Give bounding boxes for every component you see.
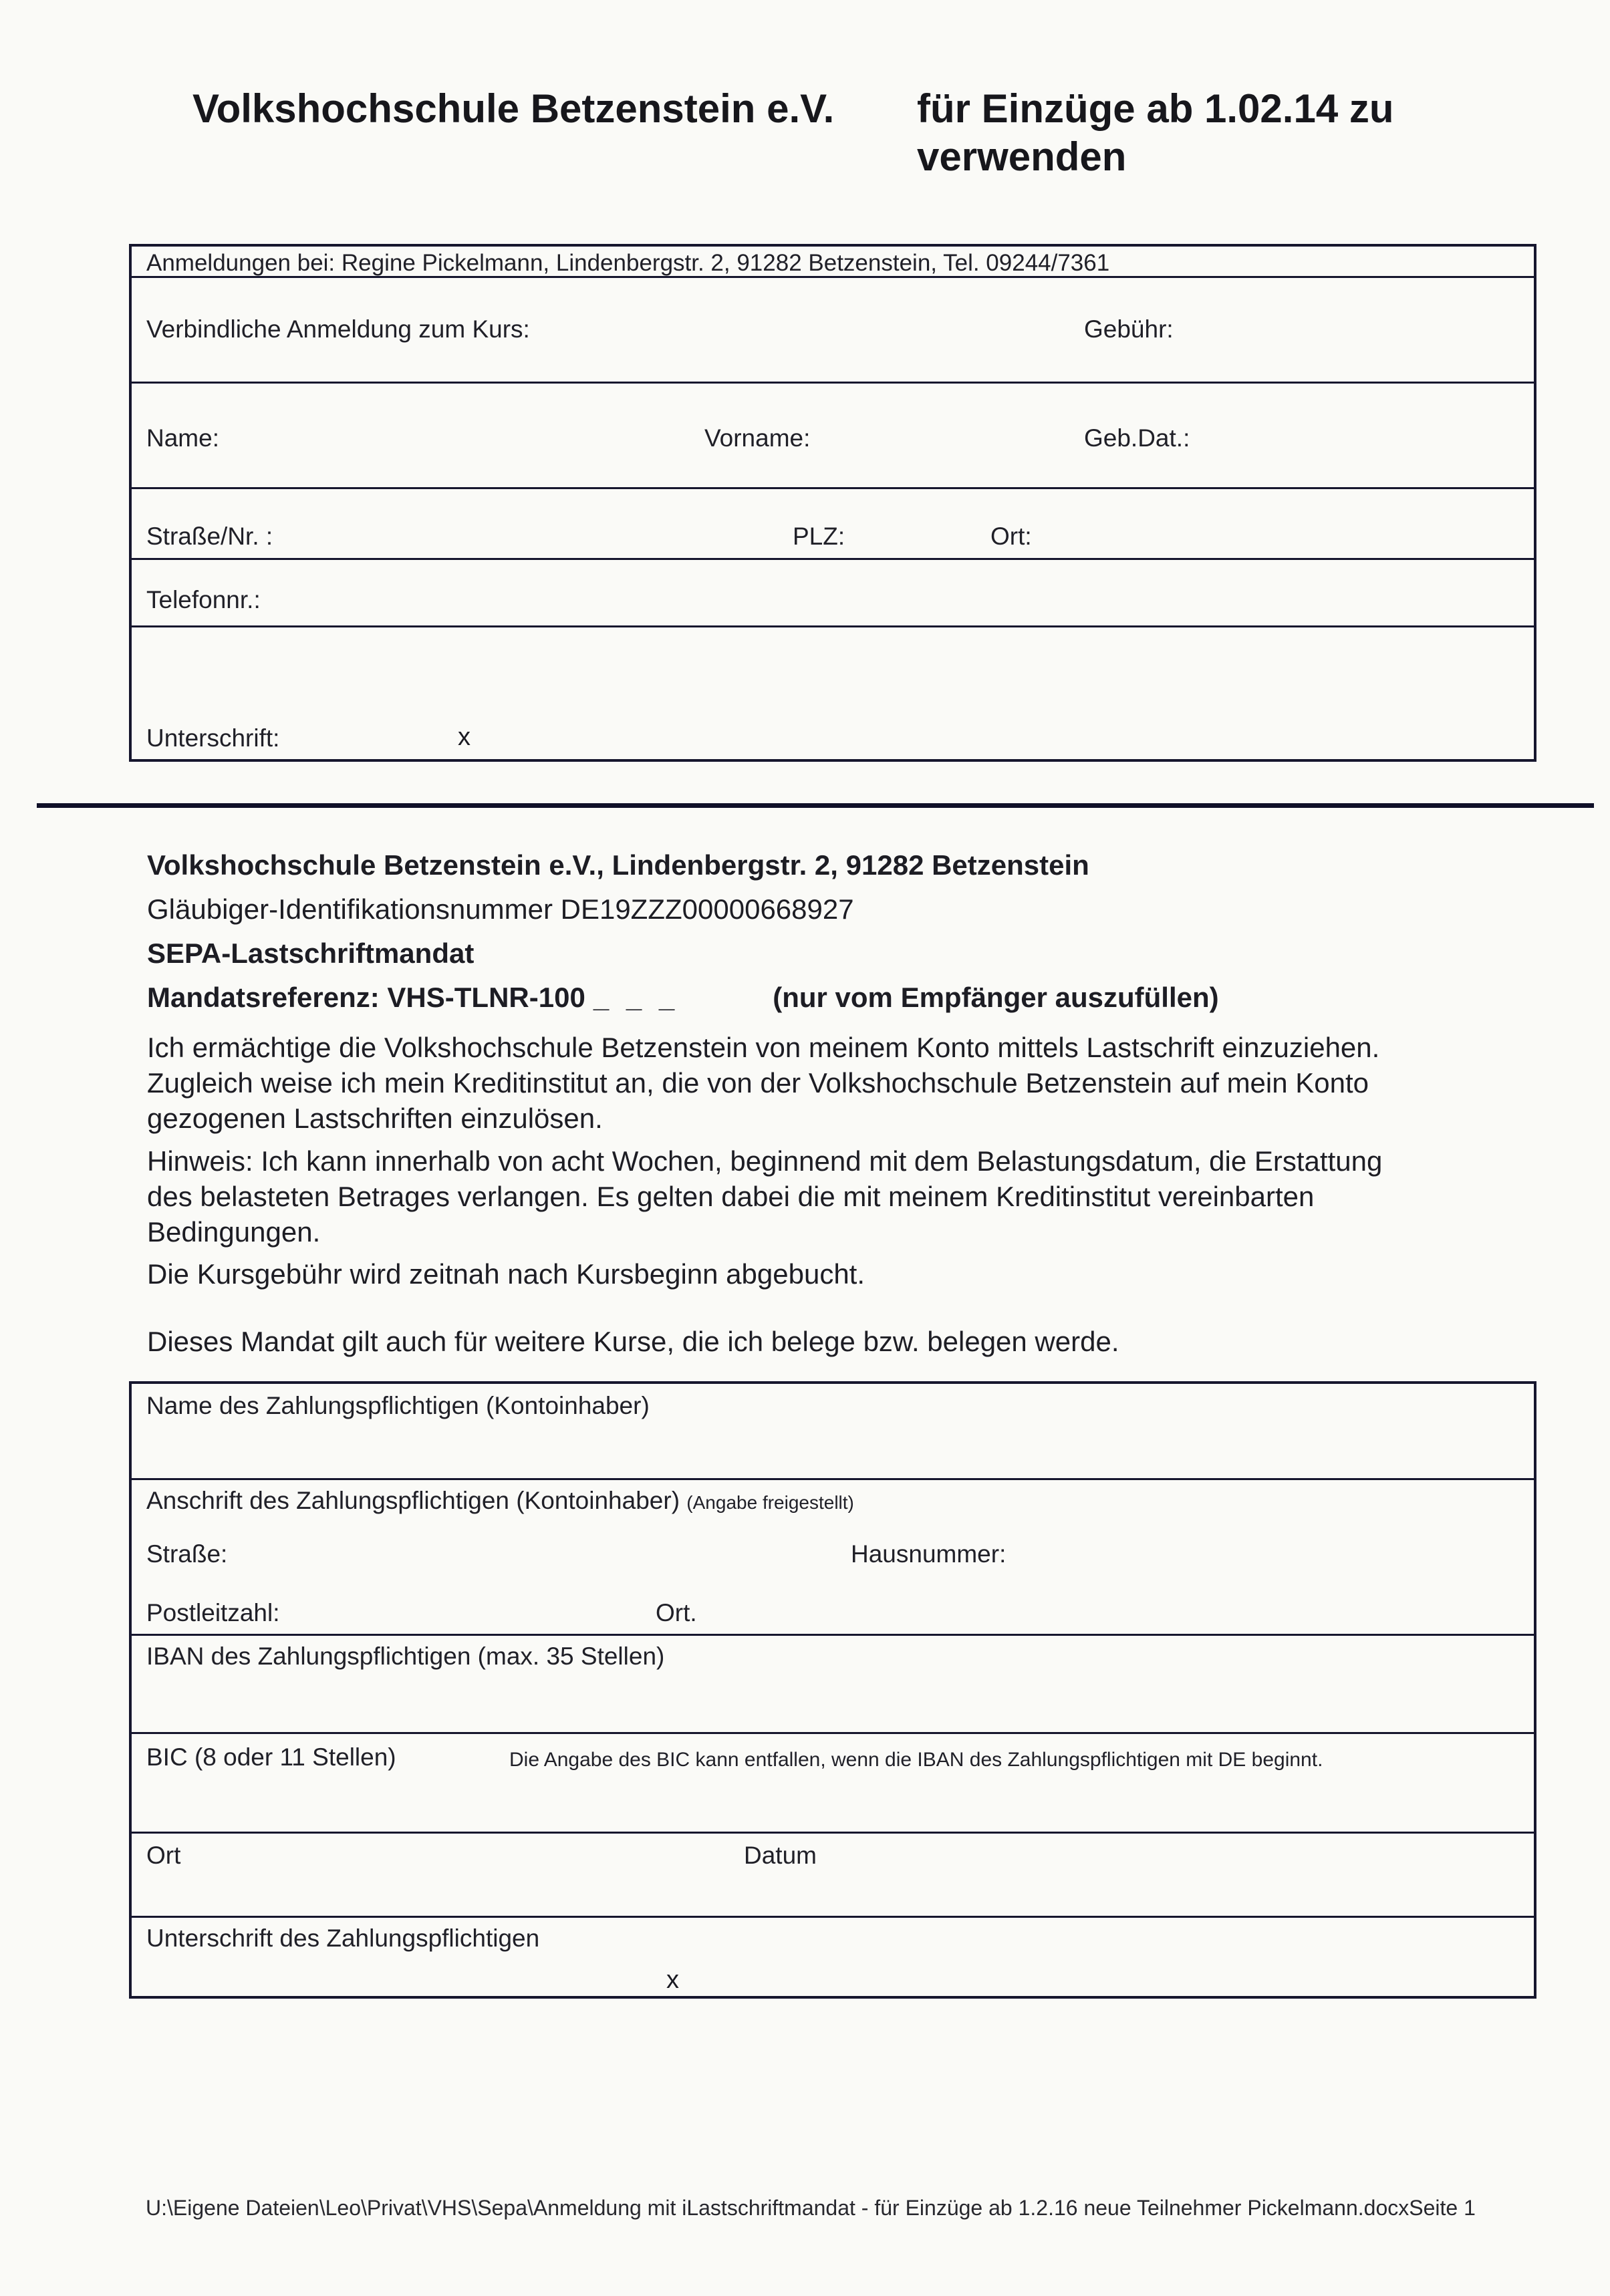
payer-address-label	[146, 1487, 854, 1515]
bic-label: BIC (8 oder 11 Stellen)	[146, 1743, 396, 1771]
registration-row-course	[132, 278, 1534, 384]
payer-city-field[interactable]	[733, 1592, 1508, 1630]
date-label: Datum	[744, 1842, 817, 1869]
registration-row-phone	[132, 558, 1534, 627]
registration-box	[129, 244, 1536, 762]
registration-row-header	[132, 247, 1534, 278]
debit-row-name	[132, 1384, 1534, 1480]
payer-street-label: Straße:	[146, 1540, 228, 1568]
payer-signature-field[interactable]	[700, 1951, 1508, 1993]
debit-box	[129, 1381, 1536, 1999]
name-field[interactable]	[239, 414, 653, 467]
place-label: Ort	[146, 1842, 181, 1869]
registration-row-street	[132, 489, 1534, 560]
payer-housenumber-field[interactable]	[1021, 1534, 1508, 1574]
page-title-note-line1: für Einzüge ab 1.02.14 zu	[917, 86, 1394, 131]
birthdate-label: Geb.Dat.:	[1084, 424, 1190, 452]
mandate-reference-blanks[interactable]: _ _ _	[593, 982, 680, 1013]
phone-label: Telefonnr.:	[146, 586, 261, 613]
signature-x-mark: x	[458, 723, 471, 751]
mandate-reference-label: Mandatsreferenz: VHS-TLNR-100	[147, 982, 585, 1013]
iban-label: IBAN des Zahlungspflichtigen (max. 35 Stellen)	[146, 1642, 665, 1670]
iban-field[interactable]	[146, 1676, 1510, 1726]
paragraph-line: Hinweis: Ich kann innerhalb von acht Wochen, beginnend mit dem Belastungsdatum, die Erstattung	[147, 1145, 1383, 1177]
phone-field[interactable]	[305, 581, 1508, 621]
payer-name-label: Name des Zahlungspflichtigen (Kontoinhaber)	[146, 1392, 650, 1419]
document-footer-path: U:\Eigene Dateien\Leo\Privat\VHS\Sepa\Anmeldung mit iLastschriftmandat - für Einzüge ab 1.2.16 neue Teilnehmer Pickelmann.docxSeite 1	[146, 2196, 1476, 2220]
signature-field[interactable]	[493, 701, 1508, 754]
mandate-paragraph-4: Dieses Mandat gilt auch für weitere Kurse, die ich belege bzw. belegen werde.	[147, 1326, 1119, 1357]
registration-header: Anmeldungen bei: Regine Pickelmann, Lindenbergstr. 2, 91282 Betzenstein, Tel. 09244/7361	[146, 250, 1110, 276]
payer-signature-label: Unterschrift des Zahlungspflichtigen	[146, 1924, 540, 1952]
course-field[interactable]	[559, 305, 1067, 358]
registration-row-name	[132, 384, 1534, 489]
debit-row-place-date	[132, 1834, 1534, 1918]
payer-zip-label: Postleitzahl:	[146, 1599, 280, 1626]
mandate-reference-line	[147, 980, 1219, 1015]
debit-row-iban	[132, 1636, 1534, 1734]
mandate-paragraph-2	[147, 1143, 1382, 1250]
place-field[interactable]	[205, 1867, 700, 1910]
firstname-field[interactable]	[840, 414, 1061, 467]
debit-row-bic	[132, 1734, 1534, 1834]
paragraph-line: gezogenen Lastschriften einzulösen.	[147, 1103, 603, 1134]
page-title-note-line2: verwenden	[917, 134, 1127, 179]
bic-note: Die Angabe des BIC kann entfallen, wenn die IBAN des Zahlungspflichtigen mit DE beginnt.	[509, 1749, 1323, 1771]
paragraph-line: des belasteten Betrages verlangen. Es gelten dabei die mit meinem Kreditinstitut vereinbarten	[147, 1181, 1315, 1212]
mandate-issuer-line: Volkshochschule Betzenstein e.V., Lindenbergstr. 2, 91282 Betzenstein	[147, 849, 1089, 881]
payer-address-label-text: Anschrift des Zahlungspflichtigen (Kontoinhaber)	[146, 1487, 680, 1514]
paragraph-line: Bedingungen.	[147, 1216, 321, 1248]
name-label: Name:	[146, 424, 219, 452]
street-field[interactable]	[299, 516, 767, 556]
debit-row-address	[132, 1480, 1534, 1636]
street-label: Straße/Nr. :	[146, 523, 273, 550]
mandate-paragraph-1	[147, 1030, 1379, 1136]
sepa-heading: SEPA-Lastschriftmandat	[147, 938, 475, 969]
firstname-label: Vorname:	[704, 424, 811, 452]
payer-street-field[interactable]	[265, 1534, 827, 1574]
mandate-reference-note: (nur vom Empfänger auszufüllen)	[773, 982, 1219, 1013]
birthdate-field[interactable]	[1228, 414, 1508, 467]
paragraph-line: Zugleich weise ich mein Kreditinstitut an, die von der Volkshochschule Betzenstein auf mein Konto	[147, 1067, 1369, 1099]
bic-field[interactable]	[146, 1778, 748, 1826]
payer-signature-x-mark: x	[666, 1966, 679, 1994]
page-title: Volkshochschule Betzenstein e.V.	[192, 86, 835, 131]
signature-label: Unterschrift:	[146, 724, 280, 752]
course-label: Verbindliche Anmeldung zum Kurs:	[146, 315, 530, 343]
city-label: Ort:	[990, 523, 1032, 550]
fee-field[interactable]	[1201, 305, 1515, 358]
registration-row-signature	[132, 627, 1534, 759]
debit-row-signature	[132, 1918, 1534, 1996]
city-field[interactable]	[1054, 516, 1515, 556]
payer-housenumber-label: Hausnummer:	[851, 1540, 1007, 1568]
zip-label: PLZ:	[793, 523, 845, 550]
section-divider	[37, 803, 1594, 808]
fee-label: Gebühr:	[1084, 315, 1174, 343]
payer-city-label: Ort.	[656, 1599, 697, 1626]
zip-field[interactable]	[860, 516, 980, 556]
date-field[interactable]	[853, 1867, 1508, 1910]
payer-name-field[interactable]	[146, 1424, 1510, 1471]
mandate-paragraph-3: Die Kursgebühr wird zeitnah nach Kursbeginn abgebucht.	[147, 1258, 865, 1290]
paragraph-line: Ich ermächtige die Volkshochschule Betzenstein von meinem Konto mittels Lastschrift einzuziehen.	[147, 1032, 1380, 1063]
payer-zip-field[interactable]	[332, 1592, 626, 1630]
payer-address-note: (Angabe freigestellt)	[686, 1492, 854, 1513]
creditor-id-line: Gläubiger-Identifikationsnummer DE19ZZZ00000668927	[147, 893, 854, 925]
